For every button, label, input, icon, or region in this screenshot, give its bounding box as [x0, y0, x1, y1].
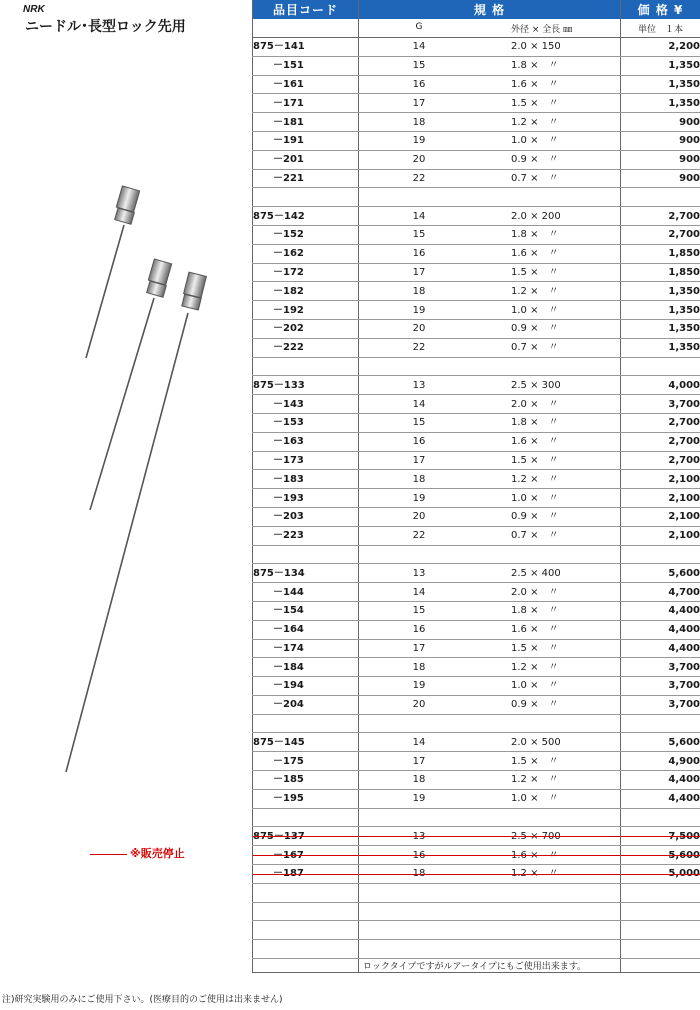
header-price: 価 格 ¥ [621, 0, 700, 19]
spec-cell [359, 451, 621, 470]
price-value: 2,700 [621, 451, 700, 470]
spec-cell [359, 75, 621, 94]
spec-cell [359, 865, 621, 884]
size-value: 2.5 × 700 [511, 830, 561, 842]
table-row [253, 413, 700, 432]
item-code: －201 [253, 150, 359, 169]
size-value: 2.0 × 〃 [511, 586, 559, 598]
spec-cell [359, 395, 621, 414]
price-value: 900 [621, 131, 700, 150]
spec-cell [359, 56, 621, 75]
table-row [253, 583, 700, 602]
price-value: 5,600 [621, 564, 700, 583]
size-value: 1.6 × 〃 [511, 78, 559, 90]
spec-cell [359, 432, 621, 451]
price-value: 3,700 [621, 395, 700, 414]
table-row [253, 507, 700, 526]
size-value: 0.9 × 〃 [511, 699, 559, 711]
gauge-value: 15 [412, 605, 426, 617]
gauge-value: 20 [412, 323, 426, 335]
gauge-value: 19 [412, 680, 426, 692]
size-value: 1.6 × 〃 [511, 849, 559, 861]
table-row [253, 827, 700, 846]
gauge-value: 18 [412, 473, 426, 485]
item-code: 875－141 [253, 38, 359, 57]
size-value: 1.2 × 〃 [511, 116, 559, 128]
price-value: 2,100 [621, 526, 700, 545]
spec-cell [359, 169, 621, 188]
item-code: －163 [253, 432, 359, 451]
item-code: －202 [253, 319, 359, 338]
table-row [253, 207, 700, 226]
item-code: －183 [253, 470, 359, 489]
item-code: －174 [253, 639, 359, 658]
gauge-value: 14 [412, 736, 426, 748]
table-note-row [253, 959, 700, 973]
table-row [253, 301, 700, 320]
spec-cell [359, 489, 621, 508]
table-row [253, 432, 700, 451]
table-row [253, 771, 700, 790]
spec-cell [359, 113, 621, 132]
size-value: 1.5 × 〃 [511, 454, 559, 466]
gauge-value: 14 [412, 41, 426, 53]
price-value: 4,400 [621, 789, 700, 808]
needle-short [86, 186, 140, 358]
item-code: －167 [253, 846, 359, 865]
gauge-value: 18 [412, 116, 426, 128]
price-value: 2,700 [621, 413, 700, 432]
table-row [253, 451, 700, 470]
table-row [253, 620, 700, 639]
price-value: 900 [621, 169, 700, 188]
spec-cell [359, 771, 621, 790]
size-value: 1.0 × 〃 [511, 135, 559, 147]
gauge-value: 13 [412, 567, 426, 579]
size-value: 1.5 × 〃 [511, 642, 559, 654]
gauge-value: 22 [412, 342, 426, 354]
item-code: －194 [253, 677, 359, 696]
size-value: 1.2 × 〃 [511, 473, 559, 485]
size-value: 1.5 × 〃 [511, 97, 559, 109]
spec-cell [359, 526, 621, 545]
size-value: 0.7 × 〃 [511, 342, 559, 354]
table-row [253, 56, 700, 75]
subheader-size: 外径 × 全長 ㎜ [511, 24, 573, 35]
table-row [253, 282, 700, 301]
gauge-value: 17 [412, 266, 426, 278]
spec-cell [359, 507, 621, 526]
table-row [253, 733, 700, 752]
size-value: 1.2 × 〃 [511, 774, 559, 786]
price-value: 4,400 [621, 771, 700, 790]
price-value: 5,600 [621, 846, 700, 865]
spec-cell [359, 658, 621, 677]
table-row [253, 244, 700, 263]
table-row [253, 225, 700, 244]
spec-cell [359, 376, 621, 395]
gauge-value: 13 [412, 379, 426, 391]
page-title: ニードル･長型ロック先用 [25, 19, 186, 35]
table-row [253, 470, 700, 489]
spacer-row [253, 883, 700, 902]
table-row [253, 489, 700, 508]
table-row [253, 263, 700, 282]
table-row [253, 564, 700, 583]
spec-cell [359, 413, 621, 432]
size-value: 1.8 × 〃 [511, 605, 559, 617]
item-code: －182 [253, 282, 359, 301]
gauge-value: 17 [412, 642, 426, 654]
item-code: 875－142 [253, 207, 359, 226]
price-value: 4,400 [621, 601, 700, 620]
price-value: 1,350 [621, 75, 700, 94]
gauge-value: 16 [412, 849, 426, 861]
size-value: 1.8 × 〃 [511, 60, 559, 72]
price-value: 1,850 [621, 244, 700, 263]
spec-cell [359, 752, 621, 771]
gauge-value: 13 [412, 830, 426, 842]
item-code: －152 [253, 225, 359, 244]
item-code: －143 [253, 395, 359, 414]
item-code: 875－134 [253, 564, 359, 583]
item-code: －151 [253, 56, 359, 75]
price-value: 5,600 [621, 733, 700, 752]
footnote: 注)研究実験用のみにご使用下さい。(医療目的のご使用は出来ません) [2, 995, 283, 1005]
price-value: 2,100 [621, 507, 700, 526]
size-value: 1.8 × 〃 [511, 229, 559, 241]
size-value: 2.5 × 300 [511, 379, 561, 391]
gauge-value: 16 [412, 436, 426, 448]
gauge-value: 15 [412, 417, 426, 429]
price-value: 1,350 [621, 301, 700, 320]
size-value: 0.7 × 〃 [511, 530, 559, 542]
table-row [253, 658, 700, 677]
size-value: 1.2 × 〃 [511, 661, 559, 673]
needle-medium [90, 259, 172, 510]
size-value: 1.6 × 〃 [511, 436, 559, 448]
item-code: －171 [253, 94, 359, 113]
item-code: －203 [253, 507, 359, 526]
gauge-value: 16 [412, 624, 426, 636]
item-code: －187 [253, 865, 359, 884]
spec-cell [359, 620, 621, 639]
spec-cell [359, 338, 621, 357]
item-code: －154 [253, 601, 359, 620]
brand-logo: NRK [23, 4, 45, 15]
spec-cell [359, 263, 621, 282]
spec-cell [359, 827, 621, 846]
size-value: 1.5 × 〃 [511, 755, 559, 767]
item-code: －173 [253, 451, 359, 470]
price-value: 1,350 [621, 56, 700, 75]
spec-cell [359, 564, 621, 583]
spec-cell [359, 131, 621, 150]
price-value: 2,700 [621, 225, 700, 244]
size-value: 1.2 × 〃 [511, 868, 559, 880]
gauge-value: 16 [412, 248, 426, 260]
size-value: 2.5 × 400 [511, 567, 561, 579]
table-row [253, 639, 700, 658]
item-code: －185 [253, 771, 359, 790]
table-row [253, 395, 700, 414]
spec-cell [359, 94, 621, 113]
item-code: －193 [253, 489, 359, 508]
size-value: 0.7 × 〃 [511, 172, 559, 184]
price-value: 1,850 [621, 263, 700, 282]
spec-cell [359, 38, 621, 57]
spacer-row [253, 808, 700, 827]
table-row [253, 789, 700, 808]
gauge-value: 18 [412, 285, 426, 297]
gauge-value: 17 [412, 755, 426, 767]
gauge-value: 20 [412, 699, 426, 711]
item-code: －161 [253, 75, 359, 94]
table-row [253, 752, 700, 771]
gauge-value: 22 [412, 530, 426, 542]
table-row [253, 131, 700, 150]
price-value: 2,700 [621, 207, 700, 226]
price-value: 2,700 [621, 432, 700, 451]
item-code: －162 [253, 244, 359, 263]
gauge-value: 14 [412, 210, 426, 222]
item-code: －153 [253, 413, 359, 432]
spec-cell [359, 677, 621, 696]
gauge-value: 19 [412, 304, 426, 316]
price-value: 3,700 [621, 658, 700, 677]
spacer-row [253, 902, 700, 921]
gauge-value: 17 [412, 454, 426, 466]
table-row [253, 75, 700, 94]
spec-cell [359, 150, 621, 169]
price-value: 900 [621, 113, 700, 132]
item-code: －221 [253, 169, 359, 188]
size-value: 2.0 × 500 [511, 736, 561, 748]
spacer-row [253, 357, 700, 376]
item-code: －184 [253, 658, 359, 677]
table-row [253, 601, 700, 620]
table-row [253, 695, 700, 714]
item-code: －223 [253, 526, 359, 545]
size-value: 2.0 × 150 [511, 41, 561, 53]
gauge-value: 16 [412, 78, 426, 90]
item-code: 875－137 [253, 827, 359, 846]
price-value: 4,400 [621, 620, 700, 639]
spacer-row [253, 940, 700, 959]
gauge-value: 15 [412, 60, 426, 72]
gauge-value: 22 [412, 172, 426, 184]
spec-cell [359, 733, 621, 752]
size-value: 1.0 × 〃 [511, 492, 559, 504]
price-value: 1,350 [621, 338, 700, 357]
price-value: 4,400 [621, 639, 700, 658]
gauge-value: 18 [412, 868, 426, 880]
item-code: －172 [253, 263, 359, 282]
size-value: 1.8 × 〃 [511, 417, 559, 429]
table-row [253, 169, 700, 188]
table-row [253, 338, 700, 357]
table-row [253, 376, 700, 395]
table-row [253, 94, 700, 113]
item-code: －175 [253, 752, 359, 771]
table-row [253, 526, 700, 545]
spacer-row [253, 188, 700, 207]
item-code: －164 [253, 620, 359, 639]
spec-cell [359, 846, 621, 865]
size-value: 1.0 × 〃 [511, 304, 559, 316]
header-code: 品目コード [253, 0, 359, 19]
price-value: 3,700 [621, 677, 700, 696]
item-code: －192 [253, 301, 359, 320]
size-value: 1.0 × 〃 [511, 793, 559, 805]
table-row [253, 319, 700, 338]
item-code: －144 [253, 583, 359, 602]
spec-cell [359, 789, 621, 808]
item-code: －191 [253, 131, 359, 150]
spec-cell [359, 207, 621, 226]
spacer-row [253, 714, 700, 733]
size-value: 1.5 × 〃 [511, 266, 559, 278]
spec-cell [359, 601, 621, 620]
size-value: 0.9 × 〃 [511, 154, 559, 166]
spec-cell [359, 470, 621, 489]
needle-illustration [0, 180, 220, 780]
header-spec: 規 格 [359, 0, 621, 19]
size-value: 1.6 × 〃 [511, 248, 559, 260]
price-value: 4,900 [621, 752, 700, 771]
size-value: 0.9 × 〃 [511, 323, 559, 335]
item-code: －204 [253, 695, 359, 714]
item-code: 875－145 [253, 733, 359, 752]
subheader-unit: 単位 １本 [621, 19, 700, 38]
subheader-g: G [415, 21, 423, 32]
size-value: 1.0 × 〃 [511, 680, 559, 692]
spec-cell [359, 319, 621, 338]
spacer-row [253, 921, 700, 940]
gauge-value: 20 [412, 511, 426, 523]
gauge-value: 14 [412, 586, 426, 598]
gauge-value: 19 [412, 135, 426, 147]
gauge-value: 19 [412, 793, 426, 805]
gauge-value: 20 [412, 154, 426, 166]
price-value: 1,350 [621, 94, 700, 113]
spec-cell [359, 244, 621, 263]
gauge-value: 19 [412, 492, 426, 504]
table-row [253, 846, 700, 865]
gauge-value: 17 [412, 97, 426, 109]
table-row [253, 113, 700, 132]
table-row [253, 38, 700, 57]
spec-cell [359, 695, 621, 714]
table-row [253, 677, 700, 696]
size-value: 2.0 × 200 [511, 210, 561, 222]
spec-cell [359, 301, 621, 320]
table-row [253, 865, 700, 884]
item-code: －195 [253, 789, 359, 808]
spec-cell [359, 639, 621, 658]
price-value: 1,350 [621, 319, 700, 338]
price-value: 900 [621, 150, 700, 169]
price-table [252, 0, 700, 973]
needle-long [66, 272, 206, 772]
size-value: 0.9 × 〃 [511, 511, 559, 523]
gauge-value: 18 [412, 774, 426, 786]
spec-cell [359, 225, 621, 244]
item-code: 875－133 [253, 376, 359, 395]
price-value: 4,000 [621, 376, 700, 395]
spec-cell [359, 282, 621, 301]
price-value: 3,700 [621, 695, 700, 714]
item-code: －222 [253, 338, 359, 357]
price-value: 4,700 [621, 583, 700, 602]
price-value: 2,200 [621, 38, 700, 57]
item-code: －181 [253, 113, 359, 132]
price-value: 7,500 [621, 827, 700, 846]
size-value: 2.0 × 〃 [511, 398, 559, 410]
gauge-value: 18 [412, 661, 426, 673]
price-value: 5,000 [621, 865, 700, 884]
size-value: 1.6 × 〃 [511, 624, 559, 636]
gauge-value: 14 [412, 398, 426, 410]
size-value: 1.2 × 〃 [511, 285, 559, 297]
spec-cell [359, 583, 621, 602]
gauge-value: 15 [412, 229, 426, 241]
spacer-row [253, 545, 700, 564]
price-value: 2,100 [621, 489, 700, 508]
price-value: 2,100 [621, 470, 700, 489]
price-value: 1,350 [621, 282, 700, 301]
table-row [253, 150, 700, 169]
table-note: ロックタイプですがルアータイプにもご使用出来ます。 [359, 959, 621, 973]
discontinued-label: ※販売停止 [90, 845, 185, 861]
